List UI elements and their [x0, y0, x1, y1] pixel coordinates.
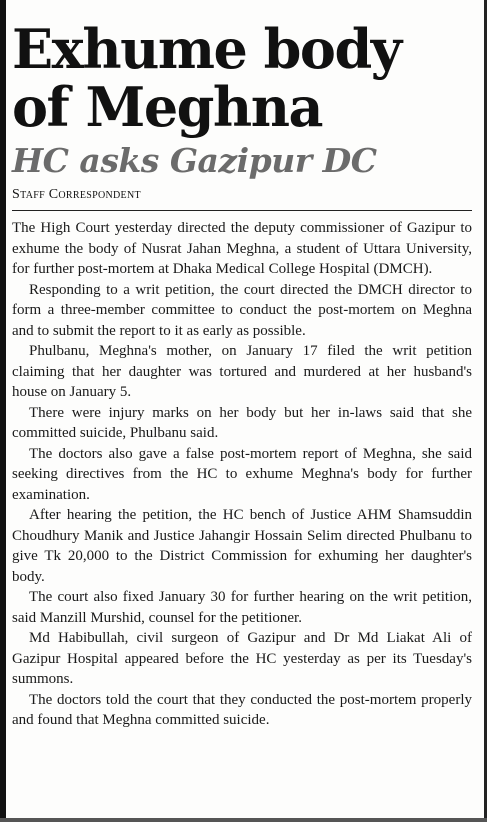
paragraph: After hearing the petition, the HC bench of Justice AHM Shamsuddin Choudhury Manik and Justice Jahangir Hossain Selim directed Phulbanu to give Tk 20,000 to the District Commission for exhuming her daughter's body. — [12, 507, 472, 585]
article — [12, 17, 472, 731]
paragraph: The doctors also gave a false post-mortem report of Meghna, she said seeking directives from the HC to exhume Meghna's body for further examination. — [12, 445, 472, 503]
paragraph: Md Habibullah, civil surgeon of Gazipur and Dr Md Liakat Ali of Gazipur Hospital appeared before the HC yesterday as per its Tuesday's summons. — [12, 630, 472, 687]
paragraph: The High Court yesterday directed the deputy commissioner of Gazipur to exhume the body of Nusrat Jahan Meghna, a student of Uttara University, for further post-mortem at Dhaka Medical College Hospital (DMCH). — [12, 220, 472, 277]
headline: Exhume body of Meghna — [12, 17, 401, 139]
byline: Staff Correspondent — [12, 187, 141, 202]
scan-edge-bottom — [0, 818, 487, 822]
paragraph: There were injury marks on her body but her in-laws said that she committed suicide, Phulbanu said. — [12, 404, 472, 441]
paragraph: Phulbanu, Meghna's mother, on January 17 filed the writ petition claiming that her daughter was tortured and murdered at her husband's house on January 5. — [12, 343, 472, 400]
subhead: HC asks Gazipur DC — [12, 141, 377, 180]
paragraph: Responding to a writ petition, the court directed the DMCH director to form a three-member committee to conduct the post-mortem on Meghna and to submit the report to it as early as possible. — [12, 281, 472, 339]
article-body — [12, 218, 472, 731]
paragraph: The doctors told the court that they conducted the post-mortem properly and found that Meghna committed suicide. — [12, 691, 472, 728]
byline-divider — [12, 210, 472, 211]
scan-edge-left — [0, 0, 6, 822]
paragraph: The court also fixed January 30 for further hearing on the writ petition, said Manzill Murshid, counsel for the petitioner. — [12, 589, 472, 626]
